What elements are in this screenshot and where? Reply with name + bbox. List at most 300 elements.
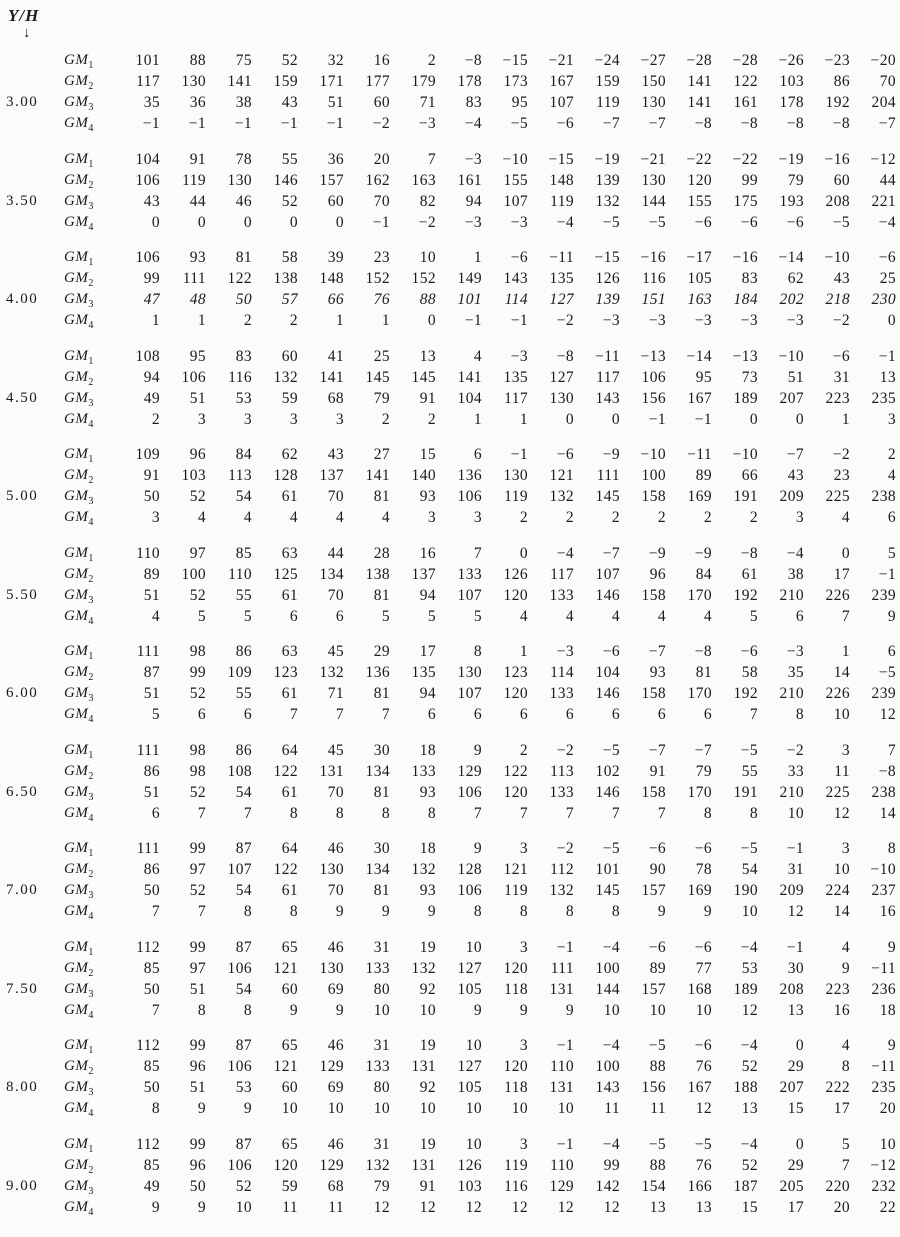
table-group [6, 641, 896, 725]
value-cell: 5 [243, 607, 252, 625]
value-cell: −28 [686, 52, 712, 69]
yh-value: 6.50 [6, 783, 39, 800]
value-cell: 121 [549, 467, 574, 484]
value-cell: 3 [795, 509, 804, 526]
value-cell: 127 [457, 1058, 482, 1075]
value-cell: 141 [365, 467, 390, 484]
value-cell: −4 [740, 1135, 758, 1153]
value-cell: −2 [556, 840, 574, 857]
value-cell: 208 [825, 192, 850, 210]
value-cell: 170 [687, 685, 712, 702]
value-cell: 27 [373, 446, 390, 463]
value-cell: 7 [519, 804, 528, 822]
value-cell: 96 [649, 565, 666, 583]
value-cell: 163 [411, 171, 436, 189]
value-cell: −5 [648, 1037, 666, 1054]
value-cell: 239 [871, 586, 896, 604]
value-cell: 86 [143, 861, 160, 878]
value-cell: 2 [151, 410, 160, 428]
table-group [6, 1035, 896, 1119]
table-row [64, 958, 896, 979]
value-cell: 81 [373, 488, 390, 505]
value-cell: −7 [602, 544, 620, 562]
value-cell: 3 [473, 509, 482, 526]
value-cell: 87 [235, 1135, 252, 1153]
value-cell: 204 [871, 94, 896, 111]
value-cell: 16 [833, 1001, 850, 1019]
row-label: $GM_2$ [64, 1058, 94, 1077]
value-cell: 52 [281, 192, 298, 210]
value-cell: 43 [327, 446, 344, 463]
value-cell: 13 [695, 1198, 712, 1216]
value-cell: 110 [228, 565, 252, 583]
value-cell: 81 [373, 882, 390, 899]
value-cell: 133 [457, 565, 482, 583]
value-cell: 8 [887, 840, 896, 857]
value-cell: 82 [419, 192, 436, 210]
value-cell: −8 [832, 115, 850, 132]
value-cell: 92 [419, 980, 436, 998]
value-cell: 8 [473, 643, 482, 660]
value-cell: −12 [870, 150, 896, 168]
value-cell: −16 [732, 249, 758, 266]
value-cell: 84 [695, 565, 712, 583]
row-label: $GM_1$ [64, 840, 94, 859]
value-cell: 99 [189, 938, 206, 956]
value-cell: 87 [235, 938, 252, 956]
data-table [6, 50, 896, 1218]
row-label: $GM_2$ [64, 1156, 94, 1176]
value-cell: 126 [503, 565, 528, 583]
value-cell: 33 [787, 762, 804, 780]
value-cell: 88 [419, 291, 436, 308]
table-row [64, 310, 896, 331]
value-cell: 192 [733, 685, 758, 702]
value-cell: 10 [235, 1198, 252, 1216]
value-cell: 52 [235, 1177, 252, 1195]
value-cell: 89 [143, 565, 160, 583]
value-cell: 112 [136, 938, 160, 956]
yh-value: 7.00 [6, 882, 39, 898]
row-label: $GM_4$ [64, 1100, 94, 1119]
row-label: $GM_1$ [64, 446, 94, 465]
value-cell: 202 [779, 291, 804, 308]
value-cell: 12 [833, 804, 850, 822]
value-cell: 207 [779, 389, 804, 407]
table-group [6, 50, 896, 134]
value-cell: −19 [594, 150, 620, 168]
value-cell: 64 [281, 741, 298, 759]
value-cell: 109 [227, 664, 252, 681]
value-cell: 29 [787, 1058, 804, 1075]
table-row [64, 740, 896, 761]
table-header [6, 6, 896, 48]
value-cell: 1 [381, 312, 390, 329]
value-cell: 179 [411, 73, 436, 90]
value-cell: 1 [335, 312, 344, 329]
value-cell: 2 [887, 446, 896, 463]
value-cell: 3 [887, 410, 896, 428]
table-row [64, 585, 896, 606]
value-cell: 83 [465, 94, 482, 111]
value-cell: 13 [741, 1100, 758, 1117]
value-cell: 191 [733, 488, 758, 505]
value-cell: 4 [611, 607, 620, 625]
value-cell: 170 [687, 586, 712, 604]
value-cell: 31 [787, 861, 804, 878]
value-cell: −1 [878, 565, 896, 583]
value-cell: 128 [457, 861, 482, 878]
row-label: $GM_4$ [64, 213, 94, 233]
value-cell: 98 [189, 643, 206, 660]
value-cell: 31 [373, 938, 390, 956]
value-cell: −8 [556, 347, 574, 365]
value-cell: 2 [427, 410, 436, 428]
value-cell: 107 [227, 861, 252, 878]
table-row [64, 486, 896, 507]
value-cell: 236 [871, 980, 896, 998]
value-cell: 70 [879, 73, 896, 90]
value-cell: 43 [833, 270, 850, 287]
value-cell: 15 [741, 1198, 758, 1216]
value-cell: 60 [281, 1079, 298, 1096]
row-label: $GM_3$ [64, 685, 94, 704]
value-cell: 105 [687, 270, 712, 287]
value-cell: 131 [411, 1156, 436, 1174]
value-cell: 99 [143, 270, 160, 287]
table-row [64, 346, 896, 367]
value-cell: 169 [687, 488, 712, 505]
value-cell: 163 [687, 291, 712, 308]
value-cell: 86 [143, 762, 160, 780]
value-cell: 50 [143, 1079, 160, 1096]
value-cell: 112 [136, 1135, 160, 1153]
value-cell: 1 [841, 643, 850, 660]
value-cell: −1 [556, 1135, 574, 1153]
value-cell: 120 [687, 171, 712, 189]
value-cell: 52 [189, 685, 206, 702]
value-cell: 148 [319, 270, 344, 287]
value-cell: 87 [235, 1037, 252, 1054]
value-cell: 110 [136, 544, 160, 562]
value-cell: −3 [464, 213, 482, 231]
value-cell: 141 [227, 73, 252, 90]
value-cell: 61 [281, 783, 298, 801]
value-cell: 116 [228, 368, 252, 386]
value-cell: 2 [519, 741, 528, 759]
value-cell: 52 [741, 1058, 758, 1075]
value-cell: 97 [189, 544, 206, 562]
value-cell: 209 [779, 488, 804, 505]
value-cell: 190 [733, 882, 758, 899]
value-cell: −7 [786, 446, 804, 463]
value-cell: 238 [871, 488, 896, 505]
value-cell: 237 [871, 882, 896, 899]
table-row [64, 465, 896, 486]
value-cell: 83 [235, 347, 252, 365]
value-cell: 3 [841, 741, 850, 759]
value-cell: 141 [687, 73, 712, 90]
value-cell: 177 [365, 73, 390, 90]
value-cell: 89 [649, 959, 666, 977]
value-cell: 91 [143, 467, 160, 484]
value-cell: 35 [787, 664, 804, 681]
value-cell: 130 [503, 467, 528, 484]
value-cell: 10 [879, 1135, 896, 1153]
value-cell: 223 [825, 980, 850, 998]
value-cell: 52 [189, 882, 206, 899]
value-cell: 111 [136, 741, 160, 759]
row-label: $GM_3$ [64, 1079, 94, 1098]
value-cell: 209 [779, 882, 804, 899]
value-cell: −12 [870, 1156, 896, 1174]
value-cell: 132 [365, 1156, 390, 1174]
row-label: $GM_2$ [64, 565, 94, 585]
value-cell: 7 [151, 1001, 160, 1019]
value-cell: 6 [657, 706, 666, 723]
value-cell: 126 [595, 270, 620, 287]
value-cell: 224 [825, 882, 850, 899]
value-cell: 11 [604, 1100, 620, 1117]
value-cell: 1 [151, 312, 160, 329]
value-cell: 158 [641, 685, 666, 702]
row-label: $GM_2$ [64, 368, 94, 388]
value-cell: 11 [282, 1198, 298, 1216]
value-cell: −4 [464, 115, 482, 132]
value-cell: 54 [235, 488, 252, 505]
value-cell: 38 [235, 94, 252, 111]
value-cell: −5 [694, 1135, 712, 1153]
value-cell: 111 [136, 840, 160, 857]
value-cell: −4 [602, 938, 620, 956]
value-cell: 86 [235, 643, 252, 660]
value-cell: 119 [504, 488, 528, 505]
value-cell: 9 [887, 1037, 896, 1054]
value-cell: 77 [695, 959, 712, 977]
value-cell: 18 [419, 840, 436, 857]
value-cell: 122 [733, 73, 758, 90]
value-cell: 114 [504, 291, 528, 308]
value-cell: 0 [795, 410, 804, 428]
value-cell: 3 [427, 509, 436, 526]
value-cell: 79 [373, 389, 390, 407]
value-cell: 208 [779, 980, 804, 998]
value-cell: 118 [504, 1079, 528, 1096]
row-label: $GM_1$ [64, 544, 94, 564]
value-cell: −3 [740, 312, 758, 329]
value-cell: 53 [235, 389, 252, 407]
value-cell: 239 [871, 685, 896, 702]
value-cell: 148 [549, 171, 574, 189]
value-cell: −3 [510, 213, 528, 231]
value-cell: 4 [565, 607, 574, 625]
value-cell: 2 [565, 509, 574, 526]
row-label: $GM_3$ [64, 389, 94, 409]
value-cell: 81 [235, 249, 252, 266]
value-cell: 220 [825, 1177, 850, 1195]
value-cell: −2 [372, 115, 390, 132]
value-cell: 6 [703, 706, 712, 723]
value-cell: −22 [732, 150, 758, 168]
value-cell: 94 [143, 368, 160, 386]
value-cell: 60 [833, 171, 850, 189]
value-cell: −4 [602, 1135, 620, 1153]
value-cell: 106 [135, 171, 160, 189]
value-cell: 9 [473, 741, 482, 759]
value-cell: 101 [457, 291, 482, 308]
value-cell: 10 [327, 1100, 344, 1117]
value-cell: 105 [457, 1079, 482, 1096]
value-cell: 132 [411, 861, 436, 878]
value-cell: 109 [135, 446, 160, 463]
value-cell: −13 [640, 347, 666, 365]
value-cell: 4 [887, 467, 896, 484]
value-cell: 1 [197, 312, 206, 329]
value-cell: −6 [832, 347, 850, 365]
value-cell: 161 [733, 94, 758, 111]
value-cell: 132 [411, 959, 436, 977]
value-cell: 68 [327, 389, 344, 407]
value-cell: 66 [327, 291, 344, 308]
value-cell: 225 [825, 783, 850, 801]
value-cell: 110 [550, 1058, 574, 1075]
table-row [64, 50, 896, 71]
row-label: $GM_4$ [64, 1001, 94, 1021]
value-cell: 125 [273, 565, 298, 583]
value-cell: 104 [595, 664, 620, 681]
value-cell: 87 [235, 840, 252, 857]
table-row [64, 543, 896, 564]
value-cell: 106 [457, 882, 482, 899]
value-cell: −7 [648, 643, 666, 660]
value-cell: 132 [319, 664, 344, 681]
value-cell: 15 [419, 446, 436, 463]
value-cell: 76 [373, 291, 390, 308]
value-cell: 143 [595, 1079, 620, 1096]
value-cell: 60 [373, 94, 390, 111]
value-cell: 128 [273, 467, 298, 484]
value-cell: 3 [289, 410, 298, 428]
value-cell: −5 [740, 741, 758, 759]
row-label: $GM_4$ [64, 607, 94, 627]
value-cell: 10 [603, 1001, 620, 1019]
value-cell: 223 [825, 389, 850, 407]
value-cell: 32 [327, 52, 344, 69]
table-group [6, 149, 896, 233]
value-cell: 4 [657, 607, 666, 625]
value-cell: 3 [519, 1135, 528, 1153]
value-cell: 12 [511, 1198, 528, 1216]
value-cell: 99 [189, 840, 206, 857]
value-cell: 55 [741, 762, 758, 780]
value-cell: 178 [457, 73, 482, 90]
value-cell: 93 [189, 249, 206, 266]
value-cell: 16 [419, 544, 436, 562]
value-cell: −6 [648, 938, 666, 956]
value-cell: 66 [741, 467, 758, 484]
value-cell: 5 [887, 544, 896, 562]
value-cell: 98 [189, 741, 206, 759]
value-cell: −8 [740, 115, 758, 132]
value-cell: 156 [641, 1079, 666, 1096]
value-cell: 6 [565, 706, 574, 723]
value-cell: 127 [549, 368, 574, 386]
value-cell: −1 [188, 115, 206, 132]
value-cell: −6 [510, 249, 528, 266]
value-cell: 44 [189, 192, 206, 210]
value-cell: 135 [411, 664, 436, 681]
value-cell: 92 [419, 1079, 436, 1096]
value-cell: 75 [235, 52, 252, 69]
value-cell: 144 [595, 980, 620, 998]
value-cell: −8 [464, 52, 482, 69]
value-cell: 130 [227, 171, 252, 189]
value-cell: 106 [641, 368, 666, 386]
value-cell: 130 [181, 73, 206, 90]
value-cell: 10 [787, 804, 804, 822]
value-cell: 9 [473, 840, 482, 857]
value-cell: 6 [887, 643, 896, 660]
value-cell: 151 [641, 291, 666, 308]
value-cell: 6 [151, 804, 160, 822]
yh-axis-label: Y/H [8, 6, 40, 25]
value-cell: −1 [556, 1037, 574, 1054]
value-cell: 0 [749, 410, 758, 428]
value-cell: 8 [151, 1100, 160, 1117]
value-cell: 65 [281, 1135, 298, 1153]
value-cell: −1 [372, 213, 390, 231]
value-cell: 25 [879, 270, 896, 287]
value-cell: 17 [787, 1198, 804, 1216]
value-cell: 192 [733, 586, 758, 604]
row-label: $GM_2$ [64, 171, 94, 191]
value-cell: 7 [289, 706, 298, 723]
value-cell: 36 [327, 150, 344, 168]
value-cell: 5 [197, 607, 206, 625]
value-cell: 117 [596, 368, 620, 386]
value-cell: 2 [289, 312, 298, 329]
value-cell: 159 [595, 73, 620, 90]
table-row [64, 92, 896, 113]
value-cell: 10 [695, 1001, 712, 1019]
value-cell: 112 [136, 1037, 160, 1054]
table-row [64, 71, 896, 92]
value-cell: −19 [778, 150, 804, 168]
table-group [6, 1134, 896, 1218]
value-cell: −1 [648, 410, 666, 428]
table-row [64, 937, 896, 958]
value-cell: 6 [197, 706, 206, 723]
value-cell: −4 [740, 1037, 758, 1054]
value-cell: 167 [687, 1079, 712, 1096]
value-cell: 10 [741, 903, 758, 920]
value-cell: 17 [833, 1100, 850, 1117]
value-cell: −8 [694, 643, 712, 660]
value-cell: 10 [833, 706, 850, 723]
value-cell: −2 [418, 213, 436, 231]
value-cell: 30 [373, 741, 390, 759]
value-cell: −1 [464, 312, 482, 329]
value-cell: −10 [640, 446, 666, 463]
value-cell: 50 [189, 1177, 206, 1195]
value-cell: 119 [182, 171, 206, 189]
value-cell: 0 [427, 312, 436, 329]
value-cell: 97 [189, 861, 206, 878]
value-cell: 110 [550, 1156, 574, 1174]
value-cell: −26 [778, 52, 804, 69]
row-label: $GM_1$ [64, 1135, 94, 1155]
table-row [64, 113, 896, 134]
